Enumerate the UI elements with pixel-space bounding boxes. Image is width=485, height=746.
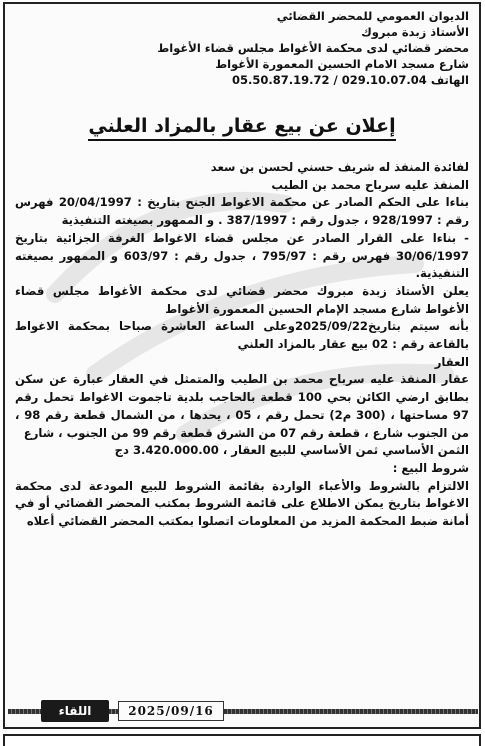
- publication-date: 2025/09/16: [118, 701, 224, 721]
- header-phone: الهاتف 029.10.07.04 / 05.50.87.19.72: [231, 73, 469, 87]
- title-wrap: [15, 114, 469, 141]
- bailiff-header: [15, 8, 469, 88]
- sale-date-paragraph: بأنه سيتم بتاريخ2025/09/22وعلى الساعة العاشرة صباحا بمحكمة الاغواط بالقاعة رقم : 02 بيع عقار بالمزاد العلني: [15, 319, 470, 352]
- publication-footer: [8, 700, 478, 722]
- header-court: محضر قضائي لدى محكمة الأغواط مجلس قضاء الأغواط: [157, 41, 469, 55]
- announcement-body: [15, 159, 469, 531]
- appeal-paragraph: - بناءا على القرار الصادر عن مجلس قضاء الاغواط الغرفة الجزائية بتاريخ 30/06/1997 فهرس رقم : 795/97 ، جدول رقم : 603/97 و الممهور بصيغته التنفيذية.: [15, 230, 469, 281]
- property-heading: العقار: [434, 354, 469, 369]
- announcement-frame: [3, 2, 481, 729]
- creditor-line: لفائدة المنفذ له شريف حسني لحسن بن سعد: [210, 160, 469, 174]
- judgment-paragraph: بناءا على الحكم الصادر عن محكمة الاغواط الجنح بتاريخ : 20/04/1997 فهرس رقم : 928/1997 ، جدول رقم : 387/1997 . و الممهور بصيغته التنفيذية: [15, 195, 469, 228]
- property-description: عقار المنفذ عليه سرباح محمد بن الطيب والمتمثل في العقار عبارة عن سكن بطابق ارضي الكائن بحي 100 قطعة بالحاجب بلدية تاجموت الاغواط تحمل رقم 97 مساحتها ، (300 م2) تحمل رقم ، 05 ، يحدها ، من الشمال قطعة رقم 98 ، من الجنوب شارع ، قطعة رقم 07 من الشرق قطعة رقم 99 من الجنوب ، شارع: [15, 372, 469, 440]
- debtor-line: المنفذ عليه سرباح محمد بن الطيب: [271, 177, 469, 192]
- conditions-heading: شروط البيع :: [392, 460, 469, 475]
- base-price: الثمن الأساسي ثمن الأساسي للبيع العقار ، 3.420.000.00 دج: [114, 443, 469, 458]
- announcement-title: إعلان عن بيع عقار بالمزاد العلني: [88, 114, 395, 141]
- header-office: الديوان العمومي للمحضر القضائي: [276, 9, 469, 23]
- conditions-paragraph: الالتزام بالشروط والأعباء الواردة بقائمة الشروط للبيع المودعة لدى محكمة الاغواط بتاريخ يمكن الاطلاع على قائمة الشروط بمكتب المحضر القضائي أو في أمانة ضبط المحكمة المزيد من المعلومات اتصلوا بمكتب المحضر القضائي أعلاه: [15, 478, 469, 529]
- next-article-edge: [3, 734, 481, 746]
- newspaper-name-badge: اللقاء: [41, 700, 109, 722]
- header-name: الأستاذ زبدة مبروك: [361, 25, 469, 39]
- announcement-content: [15, 8, 469, 531]
- bailiff-announce-paragraph: يعلن الأستاذ زبدة مبروك محضر قضائي لدى محكمة الأغواط مجلس قضاء الأغواط شارع مسجد الإمام الحسين المعمورة الأغواط: [15, 283, 469, 316]
- header-address: شارع مسجد الامام الحسين المعمورة الأغواط: [215, 57, 469, 71]
